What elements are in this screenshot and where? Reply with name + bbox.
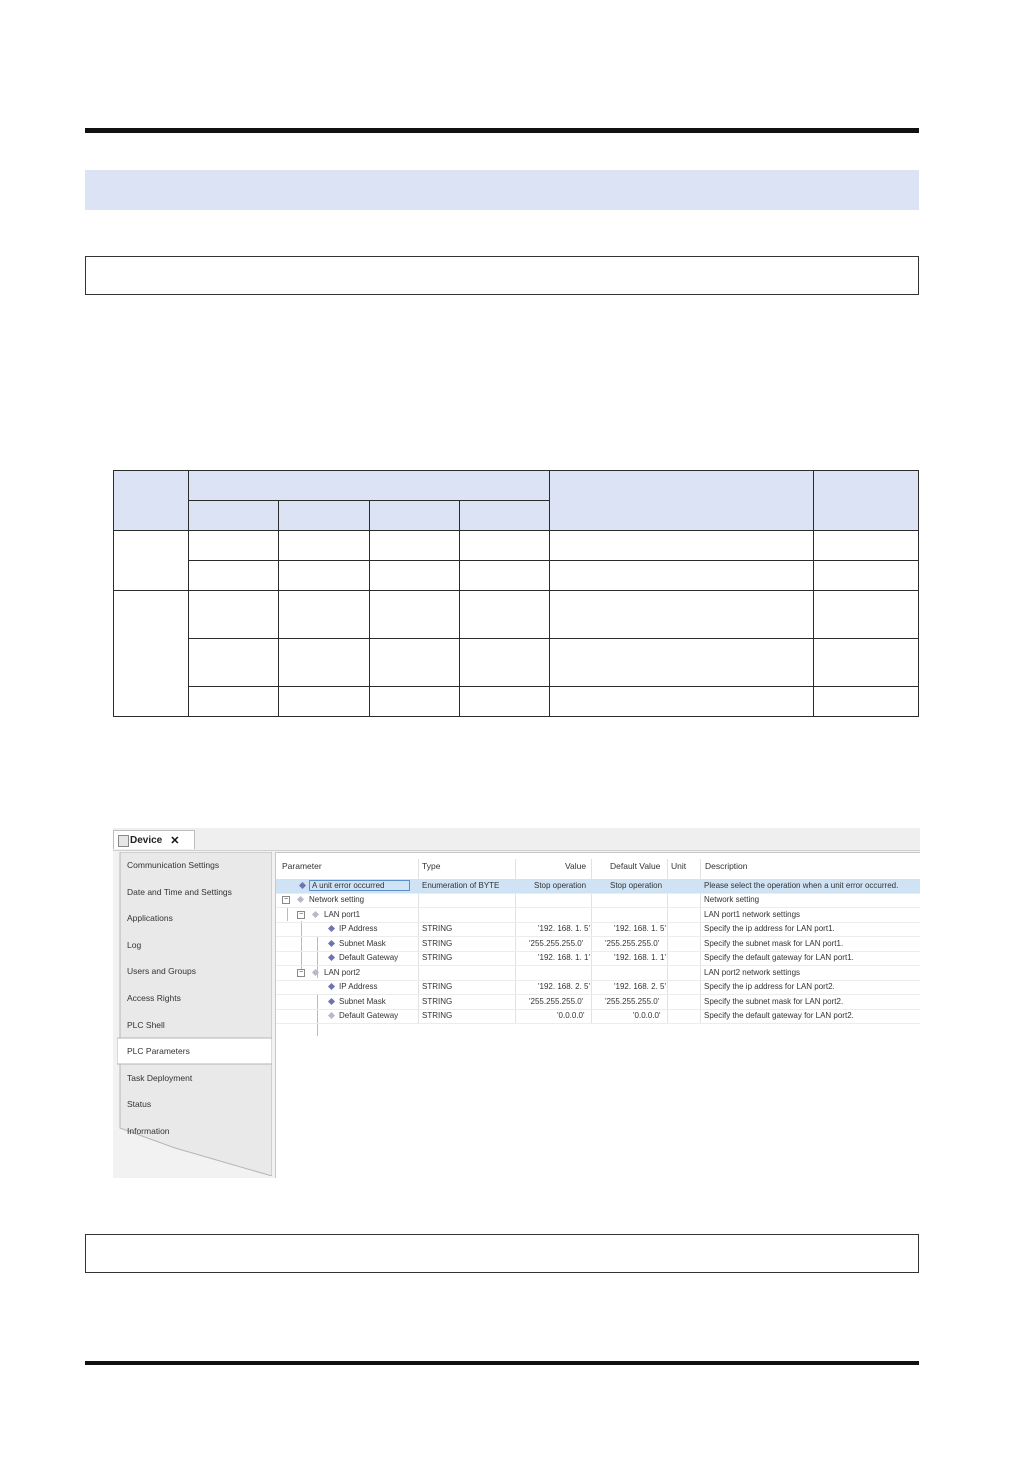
param-type: Enumeration of BYTE [422,881,500,890]
table-header-cell [189,471,550,501]
table-cell [279,687,370,717]
param-desc: Specify the default gateway for LAN port1. [704,953,854,962]
param-desc: Network setting [704,895,760,904]
table-header-cell [189,501,279,531]
bottom-rule [85,1361,919,1365]
top-rule [85,128,919,133]
collapse-icon[interactable]: − [298,911,304,918]
table-cell [814,639,919,687]
param-default: '0.0.0.0' [633,1011,661,1020]
col-parameter[interactable]: Parameter [282,861,322,871]
parameter-icon [328,925,335,932]
param-type: STRING [422,924,453,933]
table-cell [550,639,814,687]
nav-item-applications[interactable]: Applications [127,913,173,923]
table-cell [370,561,460,591]
col-description[interactable]: Description [705,861,748,871]
table-header-cell [114,471,189,531]
section-heading-band [85,170,919,210]
table-cell [279,561,370,591]
table-cell [189,531,279,561]
param-default: '255.255.255.0' [605,997,660,1006]
param-desc: Specify the subnet mask for LAN port1. [704,939,844,948]
nav-item-plc-parameters[interactable]: PLC Parameters [127,1046,190,1056]
param-desc: Please select the operation when a unit error occurred. [704,881,899,890]
param-name[interactable]: IP Address [339,924,378,933]
nav-item-plc-shell[interactable]: PLC Shell [127,1020,165,1030]
table-cell [550,561,814,591]
table-row [114,531,919,561]
folder-icon [312,969,319,976]
param-name[interactable]: A unit error occurred [309,880,410,891]
table-row[interactable] [276,893,920,908]
col-type[interactable]: Type [422,861,441,871]
tab-device[interactable] [113,830,195,849]
param-value[interactable]: '192. 168. 2. 5' [538,982,590,991]
table-header-cell [460,501,550,531]
spec-table [113,470,919,717]
table-header-cell [814,471,919,531]
param-value[interactable]: '0.0.0.0' [557,1011,585,1020]
param-name[interactable]: Subnet Mask [339,939,386,948]
close-icon[interactable]: ✕ [170,834,180,847]
table-header-row [114,471,919,501]
param-desc: Specify the ip address for LAN port1. [704,924,835,933]
parameter-icon [299,882,306,889]
parameter-icon [328,998,335,1005]
param-name[interactable]: Default Gateway [339,1011,399,1020]
table-cell [814,561,919,591]
param-type: STRING [422,1011,453,1020]
param-name[interactable]: LAN port1 [324,910,361,919]
note-box-bottom [85,1234,919,1273]
editor-tab-bar [113,828,920,851]
nav-item-task-deployment[interactable]: Task Deployment [127,1073,193,1083]
param-type: STRING [422,997,453,1006]
table-row [114,687,919,717]
parameter-icon [328,940,335,947]
table-row[interactable] [276,980,920,995]
param-type: STRING [422,982,453,991]
param-desc: Specify the ip address for LAN port2. [704,982,835,991]
table-cell [370,639,460,687]
param-name[interactable]: Network setting [309,895,365,904]
folder-icon [312,911,319,918]
nav-item-status[interactable]: Status [127,1099,152,1109]
table-cell [370,531,460,561]
param-type: STRING [422,953,453,962]
table-cell [550,591,814,639]
table-row [114,591,919,639]
parameter-icon [328,954,335,961]
table-row[interactable] [276,1009,920,1024]
table-row[interactable] [276,966,920,981]
table-cell [189,639,279,687]
device-nav [117,852,272,1176]
tab-device-label: Device [130,834,163,846]
param-value[interactable]: '192. 168. 1. 5' [538,924,590,933]
table-cell [814,687,919,717]
table-header-cell [279,501,370,531]
table-row[interactable] [276,879,920,894]
param-default: '192. 168. 2. 5' [614,982,666,991]
param-default: Stop operation [610,881,663,890]
table-row[interactable] [276,908,920,923]
param-desc: LAN port2 network settings [704,968,801,977]
param-default: '255.255.255.0' [605,939,660,948]
col-value[interactable]: Value [565,861,587,871]
nav-item-access-rights[interactable]: Access Rights [127,993,181,1003]
table-cell [460,591,550,639]
collapse-icon[interactable]: − [298,969,304,976]
col-unit[interactable]: Unit [671,861,687,871]
device-icon [118,835,129,847]
nav-item-communication-settings[interactable]: Communication Settings [127,860,220,870]
table-header-cell [370,501,460,531]
param-name[interactable]: IP Address [339,982,378,991]
parameter-grid [275,852,920,1178]
table-cell [370,687,460,717]
table-cell [460,687,550,717]
param-default: '192. 168. 1. 5' [614,924,666,933]
table-cell [814,531,919,561]
table-cell [550,687,814,717]
param-desc: Specify the subnet mask for LAN port2. [704,997,844,1006]
parameter-icon [328,1012,335,1019]
table-row [114,561,919,591]
table-row[interactable] [276,937,920,952]
param-value[interactable]: '255.255.255.0' [529,939,584,948]
table-cell [189,591,279,639]
table-cell [550,531,814,561]
table-cell [189,687,279,717]
note-box-top [85,256,919,295]
parameter-icon [328,983,335,990]
param-name[interactable]: Subnet Mask [339,997,386,1006]
table-cell [814,591,919,639]
table-cell [114,531,189,591]
table-cell [460,561,550,591]
param-default: '192. 168. 1. 1' [614,953,666,962]
grid-header [276,859,920,875]
param-desc: LAN port1 network settings [704,910,801,919]
collapse-icon[interactable]: − [283,896,289,903]
device-screenshot [113,828,920,1178]
table-header-cell [550,471,814,531]
nav-item-date-time[interactable]: Date and Time and Settings [127,887,232,897]
param-name[interactable]: Default Gateway [339,953,399,962]
table-row [114,639,919,687]
param-name[interactable]: LAN port2 [324,968,361,977]
nav-item-users-groups[interactable]: Users and Groups [127,966,196,976]
table-cell [114,591,189,717]
table-cell [279,639,370,687]
param-type: STRING [422,939,453,948]
table-row[interactable] [276,922,920,937]
nav-item-log[interactable]: Log [127,940,142,950]
param-value[interactable]: Stop operation [534,881,587,890]
table-row[interactable] [276,995,920,1010]
col-default-value[interactable]: Default Value [610,861,661,871]
nav-item-information[interactable]: Information [127,1126,170,1136]
table-cell [279,531,370,561]
table-cell [189,561,279,591]
folder-icon [297,896,304,903]
table-cell [370,591,460,639]
param-value[interactable]: '255.255.255.0' [529,997,584,1006]
param-desc: Specify the default gateway for LAN port2. [704,1011,854,1020]
table-cell [460,639,550,687]
table-cell [460,531,550,561]
table-row[interactable] [276,951,920,966]
table-cell [279,591,370,639]
param-value[interactable]: '192. 168. 1. 1' [538,953,590,962]
